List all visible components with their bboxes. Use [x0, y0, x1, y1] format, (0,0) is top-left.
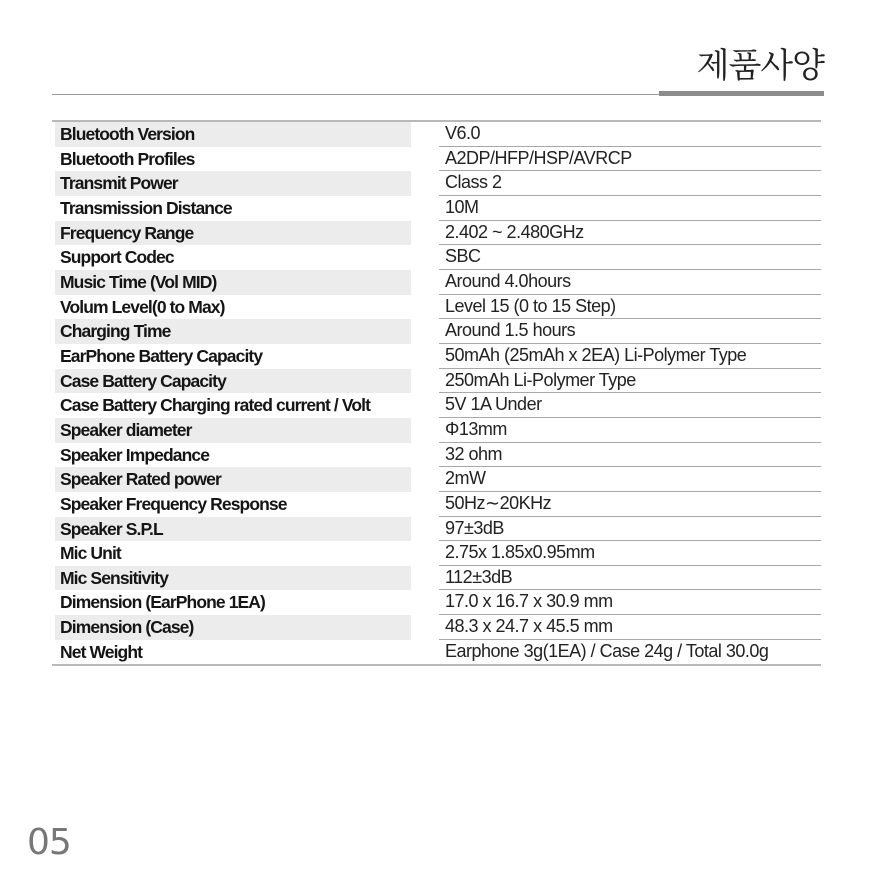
spec-value: V6.0 — [439, 122, 821, 147]
spec-row — [52, 467, 821, 492]
spec-value: SBC — [439, 245, 821, 270]
spec-label: Speaker Frequency Response — [60, 493, 287, 514]
spec-row — [52, 640, 821, 665]
title-accent-bar — [659, 91, 824, 96]
spec-label: Bluetooth Profiles — [60, 148, 195, 169]
spec-row — [52, 418, 821, 443]
spec-value: Level 15 (0 to 15 Step) — [439, 295, 821, 320]
spec-value: Earphone 3g(1EA) / Case 24g / Total 30.0g — [445, 640, 769, 661]
spec-row — [52, 443, 821, 468]
spec-value: Class 2 — [439, 171, 821, 196]
spec-row — [52, 221, 821, 246]
spec-label: Speaker Impedance — [60, 444, 210, 465]
spec-value: Around 4.0hours — [439, 270, 821, 295]
spec-label: Case Battery Charging rated current / Volt — [60, 395, 371, 416]
spec-label: Volum Level(0 to Max) — [60, 296, 225, 317]
spec-label: Music Time (Vol MID) — [55, 270, 411, 295]
spec-label: Case Battery Capacity — [55, 369, 411, 394]
spec-row — [52, 270, 821, 295]
spec-label: Speaker S.P.L — [55, 517, 411, 542]
spec-value: Around 1.5 hours — [439, 319, 821, 344]
spec-value: 2.402 ~ 2.480GHz — [439, 221, 821, 246]
spec-label: Speaker Rated power — [55, 467, 411, 492]
spec-row — [52, 344, 821, 369]
spec-label: Transmission Distance — [60, 197, 232, 218]
spec-row — [52, 369, 821, 394]
spec-value: 2mW — [439, 467, 821, 492]
spec-value: 50Hz∼20KHz — [439, 492, 821, 517]
spec-value: 50mAh (25mAh x 2EA) Li-Polymer Type — [439, 344, 821, 369]
spec-label: Dimension (Case) — [55, 615, 411, 640]
spec-label: Dimension (EarPhone 1EA) — [60, 592, 265, 613]
spec-value: 5V 1A Under — [439, 393, 821, 418]
spec-value: 17.0 x 16.7 x 30.9 mm — [439, 590, 821, 615]
spec-row — [52, 147, 821, 172]
spec-value: 250mAh Li-Polymer Type — [439, 369, 821, 394]
spec-row — [52, 319, 821, 344]
spec-value: 2.75x 1.85x0.95mm — [439, 541, 821, 566]
spec-row — [52, 245, 821, 270]
spec-value: 10M — [439, 196, 821, 221]
spec-row — [52, 615, 821, 640]
spec-label: Frequency Range — [55, 221, 411, 246]
spec-value: 97±3dB — [439, 517, 821, 542]
spec-label: Transmit Power — [55, 171, 411, 196]
spec-value: 48.3 x 24.7 x 45.5 mm — [439, 615, 821, 640]
spec-value: 32 ohm — [439, 443, 821, 468]
page-number: 05 — [27, 822, 71, 863]
spec-label: Speaker diameter — [55, 418, 411, 443]
spec-row — [52, 196, 821, 221]
spec-label: Bluetooth Version — [55, 122, 411, 147]
spec-label: Charging Time — [55, 319, 411, 344]
spec-label: Net Weight — [60, 641, 143, 662]
spec-row — [52, 566, 821, 591]
spec-label: Mic Sensitivity — [55, 566, 411, 591]
spec-row — [52, 171, 821, 196]
spec-label: EarPhone Battery Capacity — [60, 345, 263, 366]
spec-row — [52, 590, 821, 615]
spec-row — [52, 295, 821, 320]
spec-row — [52, 393, 821, 418]
spec-value: Φ13mm — [439, 418, 821, 443]
spec-label: Mic Unit — [60, 543, 121, 564]
spec-table — [52, 120, 821, 666]
spec-row — [52, 492, 821, 517]
page-title: 제품사양 — [696, 46, 824, 86]
spec-value: 112±3dB — [439, 566, 821, 591]
spec-label: Support Codec — [60, 247, 174, 268]
spec-value: A2DP/HFP/HSP/AVRCP — [439, 147, 821, 172]
spec-row — [52, 122, 821, 147]
spec-row — [52, 517, 821, 542]
spec-row — [52, 541, 821, 566]
